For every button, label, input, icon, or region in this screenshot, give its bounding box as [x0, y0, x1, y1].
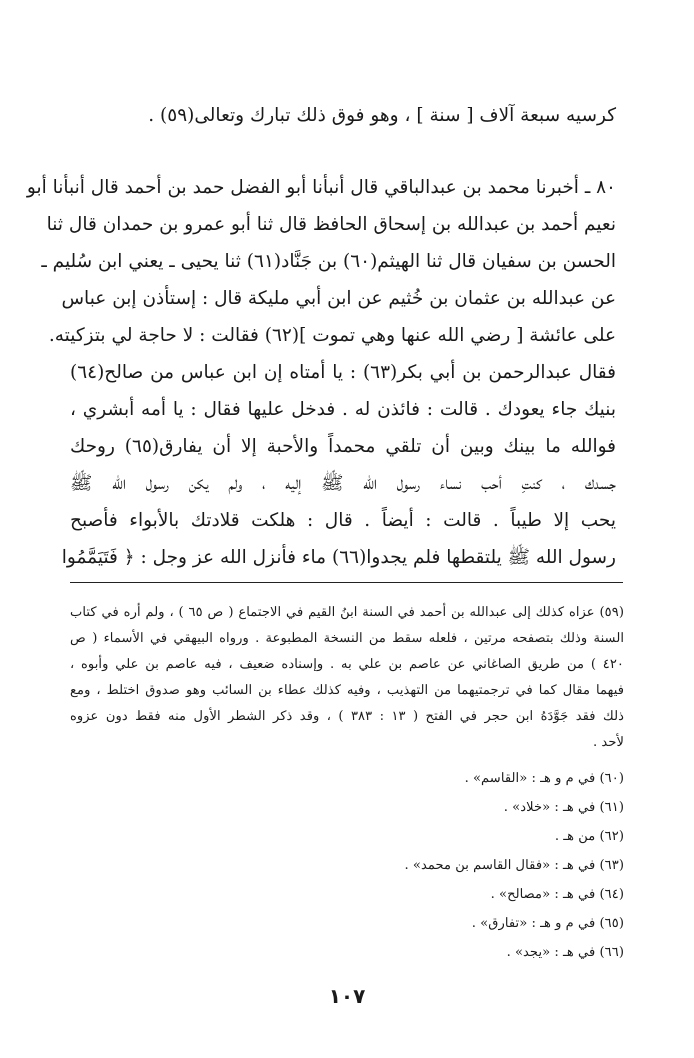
- footnote-line: فيهما مقال كما في ترجمتيهما من التهذيب ، وفيه كذلك عطاء بن السائب وهو صدوق اختلط ، ومع: [70, 683, 624, 698]
- text-line: على عائشة [ رضي الله عنها وهي تموت ](٦٢) فقالت : لا حاجة لي بتزكيته.: [48, 325, 616, 346]
- text-line: رسول الله ﷺ يلتقطها فلم يجدوا(٦٦) ماء فأنزل الله عز وجل : ﴿ فَتَيَمَّمُوا: [61, 547, 616, 568]
- text-line: فقال عبدالرحمن بن أبي بكر(٦٣) : يا أمتاه إن ابن عباس من صالح(٦٤): [70, 362, 616, 383]
- footnote-line: ٤٢٠ ) من طريق الصاغاني عن عاصم بن علي به . وإسناده ضعيف ، فيه عاصم بن علي وأبوه ،: [70, 657, 624, 672]
- footnote-61: (٦١) في هـ : «خلاد» .: [503, 800, 624, 815]
- hadith-80-opening-line: ٨٠ ـ أخبرنا محمد بن عبدالباقي قال أنبأنا أبو الفضل حمد بن أحمد قال أنبأنا أبو: [26, 177, 616, 198]
- footnote-66: (٦٦) في هـ : «يجد» .: [506, 945, 624, 960]
- text-line: يحب إلا طيباً . قالت : أيضاً . قال : هلكت قلادتك بالأبواء فأصبح: [70, 510, 616, 531]
- footnote-separator: [70, 582, 623, 583]
- footnote-line: لأحد .: [593, 735, 624, 750]
- text-line: كرسيه سبعة آلاف [ سنة ] ، وهو فوق ذلك تبارك وتعالى(٥٩) .: [148, 105, 616, 126]
- footnote-60: (٦٠) في م و هـ : «القاسم» .: [464, 771, 624, 786]
- text-line: عن عبدالله بن عثمان بن خُثيم عن ابن أبي مليكة قال : إستأذن إبن عباس: [61, 288, 616, 309]
- footnote-63: (٦٣) في هـ : «فقال القاسم بن محمد» .: [404, 858, 624, 873]
- page-number: ١٠٧: [328, 984, 366, 1008]
- text-line: بنيك جاء يعودك . قالت : فائذن له . فدخل عليها فقال : يا أمه أبشري ،: [70, 399, 616, 420]
- text-line: الحسن بن سفيان قال ثنا الهيثم(٦٠) بن جَنَّاد(٦١) ثنا يحيى ـ يعني ابن سُليم ـ: [41, 251, 616, 272]
- text-line: نعيم أحمد بن عبدالله بن إسحاق الحافظ قال ثنا أبو عمرو بن حمدان قال ثنا: [46, 214, 616, 235]
- footnote-64: (٦٤) في هـ : «مصالح» .: [490, 887, 624, 902]
- footnote-line: (٥٩) عزاه كذلك إلى عبدالله بن أحمد في السنة ابنُ القيم في الاجتماع ( ص ٦٥ ) ، ولم أره في كتاب: [70, 605, 624, 620]
- text-line: جسدك ، كنتِ أحب نساء رسول الله ﷺ إليه ، ولم يكن رسول الله ﷺ: [70, 473, 616, 494]
- text-line: فوالله ما بينك وبين أن تلقي محمداً والأحبة إلا أن يفارق(٦٥) روحك: [70, 436, 617, 457]
- footnote-65: (٦٥) في م و هـ : «تفارق» .: [471, 916, 624, 931]
- footnote-line: ذلك فقد جَوَّدَهُ ابن حجر في الفتح ( ١٣ : ٣٨٣ ) ، وقد ذكر الشطر الأول منه فقط دون عزوه: [70, 709, 624, 724]
- footnote-62: (٦٢) من هـ .: [554, 829, 624, 844]
- footnote-line: السنة وذلك بتصفحه مرتين ، فلعله سقط من النسخة المطبوعة . ورواه البيهقي في الأسماء ( ص: [70, 631, 624, 646]
